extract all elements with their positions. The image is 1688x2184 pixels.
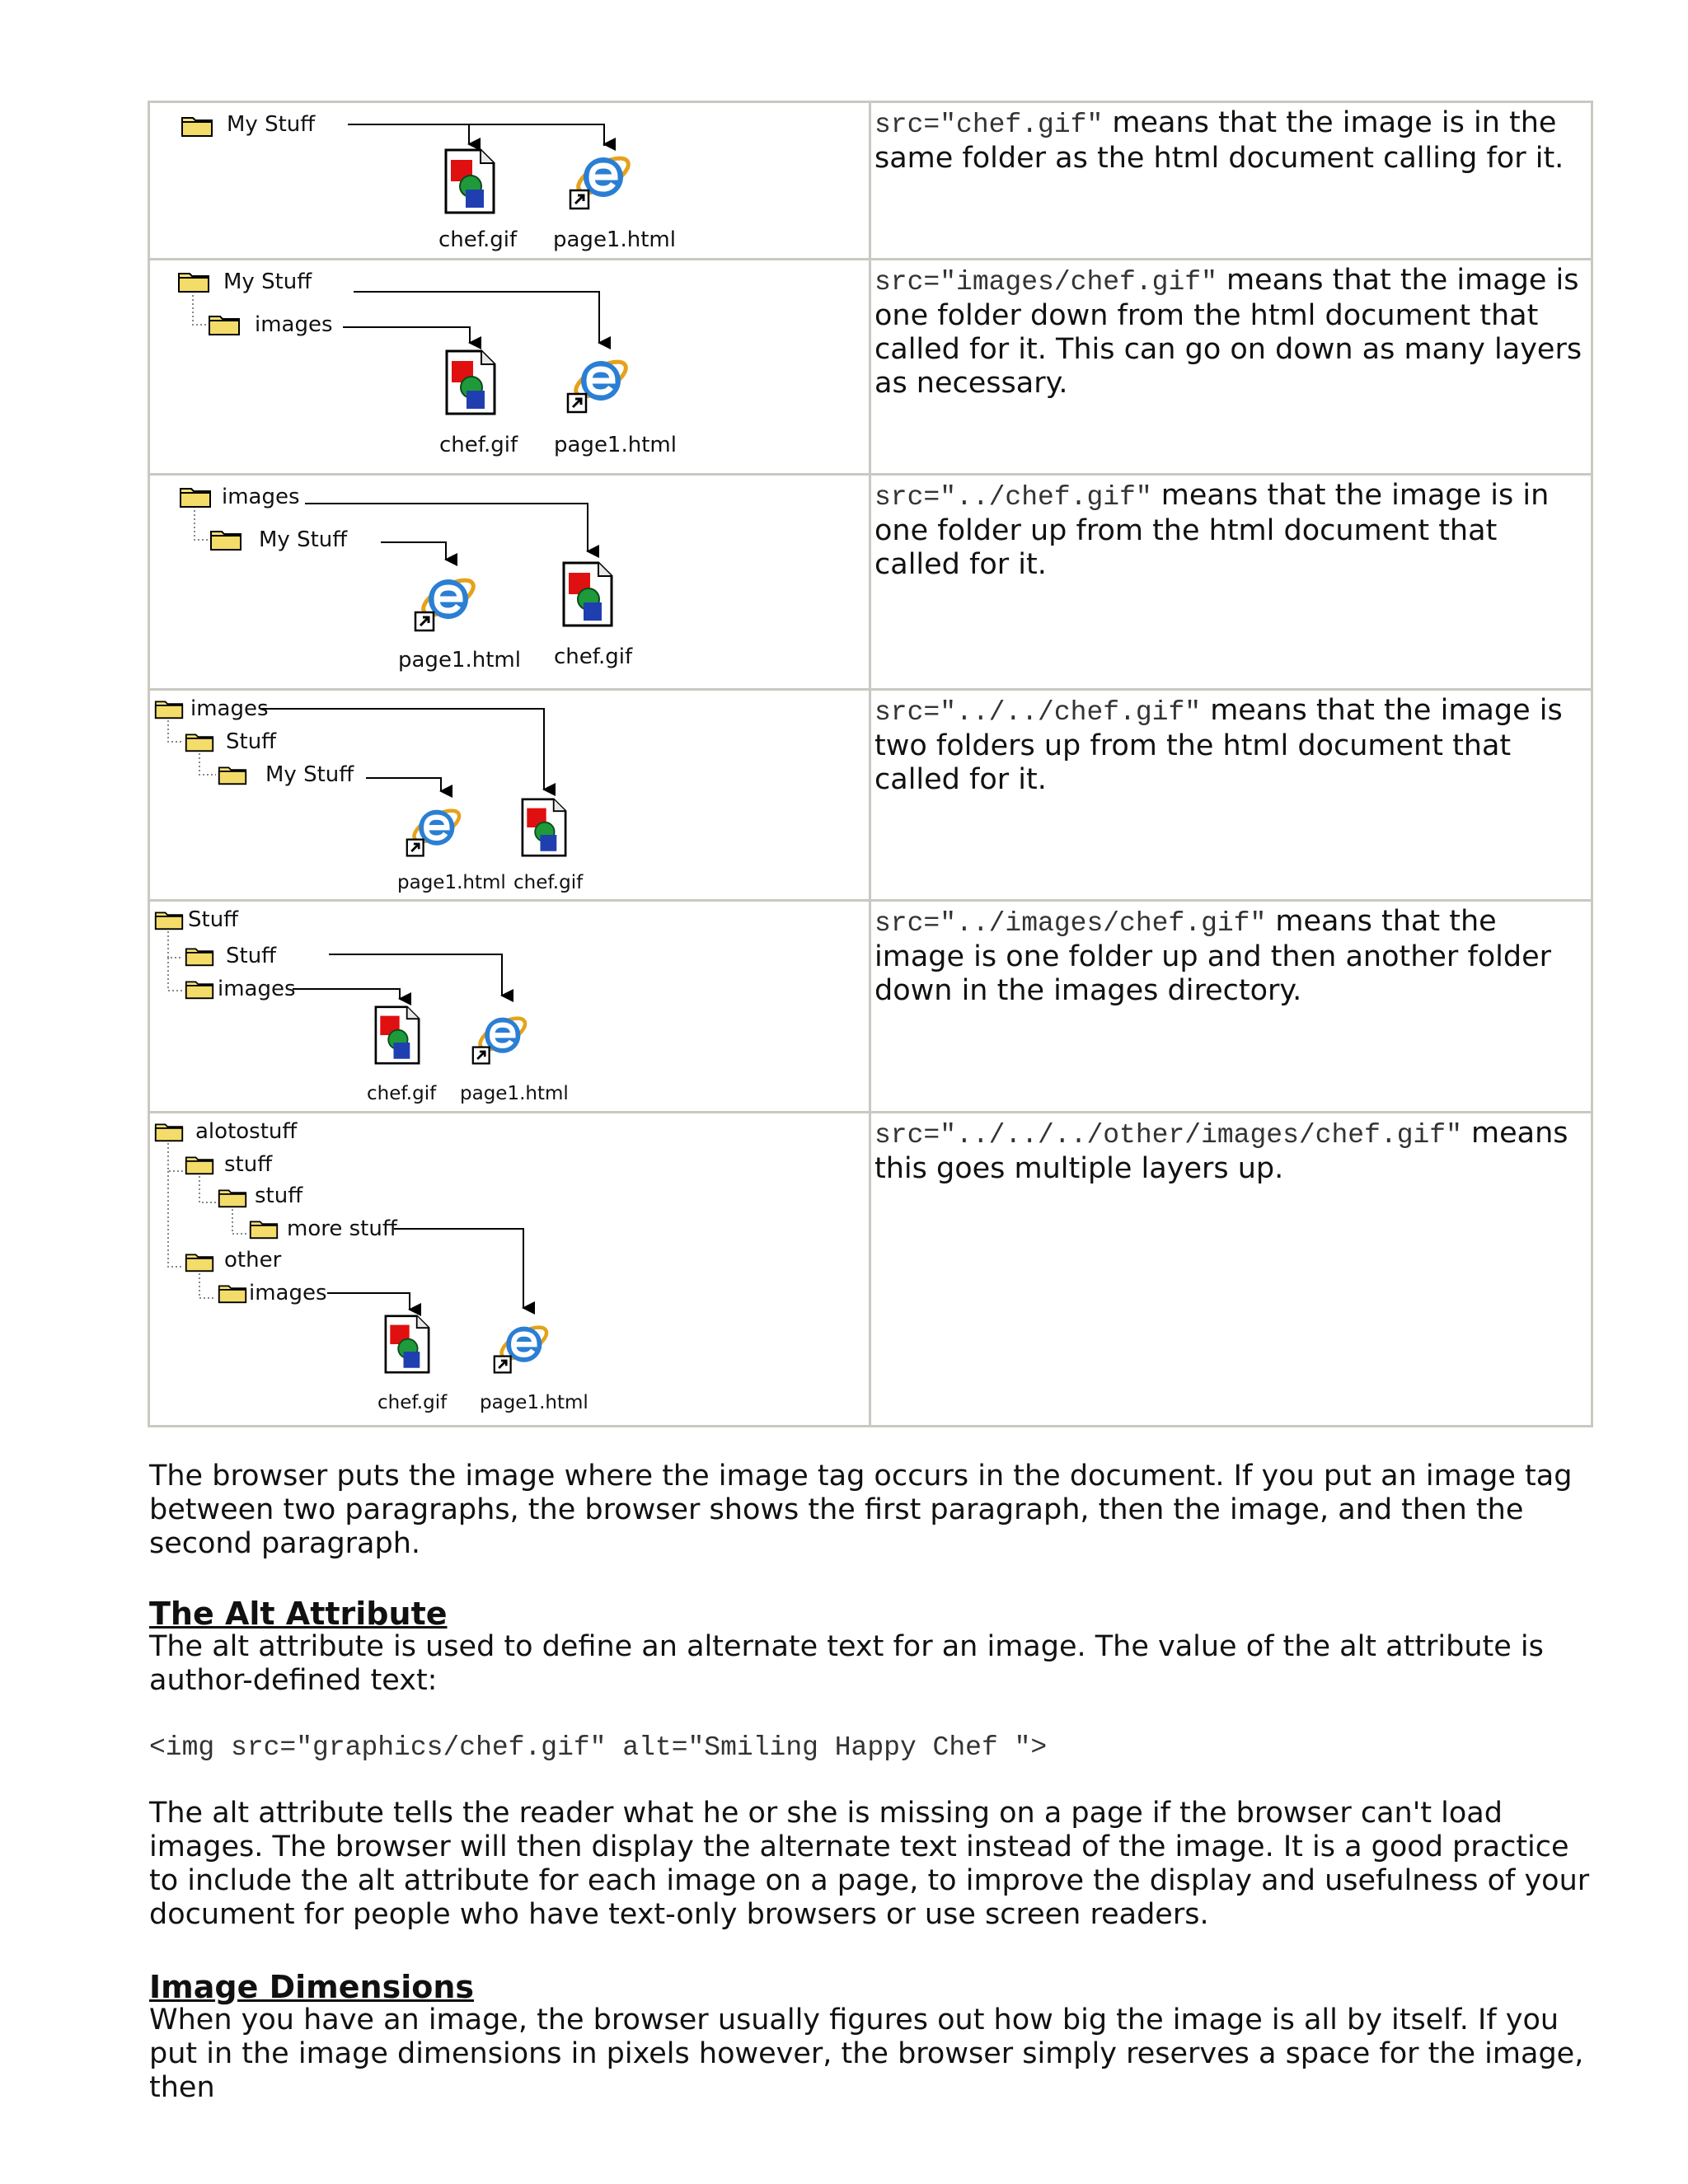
section-heading-dimensions: Image Dimensions — [149, 1969, 474, 2005]
file-label: chef.gif — [377, 1392, 448, 1413]
folder-label: stuff — [255, 1183, 303, 1208]
folder-icon — [156, 1124, 182, 1141]
body-paragraph: When you have an image, the browser usually figures out how big the image is all by itself. If you put in the image dimensions in pixels however, the browser simply reserves a space for the image, then — [149, 2004, 1584, 2104]
folder-label: My Stuff — [223, 269, 312, 295]
ie-html-file-icon — [473, 1013, 530, 1064]
diagram-cell — [149, 689, 870, 901]
folder-icon — [219, 1190, 246, 1207]
path-code: src="../images/chef.gif" — [874, 908, 1267, 940]
ie-html-file-icon — [415, 574, 478, 630]
table-row — [149, 102, 1592, 260]
folder-icon — [186, 1254, 213, 1271]
path-code: src="../../../other/images/chef.gif" — [874, 1120, 1462, 1151]
folder-label: images — [190, 696, 269, 721]
path-code: src="images/chef.gif" — [874, 267, 1217, 298]
folder-label: other — [224, 1248, 282, 1272]
ie-html-file-icon — [495, 1321, 551, 1372]
diagram-cell — [149, 1113, 870, 1427]
folder-icon — [156, 913, 182, 930]
folder-label: images — [218, 977, 296, 1002]
diagram-cell — [149, 260, 870, 475]
gif-file-icon — [564, 563, 612, 626]
ie-html-file-icon — [568, 355, 631, 412]
folder-icon — [181, 489, 210, 507]
gif-file-icon — [446, 150, 494, 213]
file-label: page1.html — [397, 871, 506, 893]
folder-icon — [179, 274, 209, 292]
file-label: chef.gif — [439, 433, 518, 458]
folder-diagram — [150, 260, 869, 475]
path-description: means that the image is one folder up and then another folder down in the images directory. — [874, 905, 1552, 1008]
folder-label: Stuff — [226, 944, 277, 969]
table-row — [149, 1113, 1592, 1427]
folder-label: images — [222, 485, 300, 510]
folder-diagram — [150, 1113, 869, 1427]
folder-diagram — [150, 902, 869, 1113]
path-code: src="chef.gif" — [874, 110, 1104, 140]
diagram-cell — [149, 102, 870, 260]
folder-label: alotostuff — [195, 1119, 298, 1144]
folder-icon — [182, 118, 212, 136]
path-description: means this goes multiple layers up. — [874, 1117, 1568, 1185]
folder-icon — [186, 734, 213, 751]
path-description: means that the image is in the same folder as the html document calling for it. — [874, 106, 1564, 175]
path-description: means that the image is one folder down from the html document that called for it. This can go on down as many layers as necessary. — [874, 264, 1582, 401]
file-label: page1.html — [480, 1392, 588, 1413]
folder-label: Stuff — [188, 907, 239, 933]
file-label: chef.gif — [513, 871, 584, 893]
gif-file-icon — [386, 1316, 429, 1372]
folder-icon — [156, 701, 182, 718]
folder-diagram — [150, 691, 869, 902]
gif-file-icon — [523, 799, 565, 855]
file-label: chef.gif — [367, 1083, 437, 1105]
folder-diagram — [150, 103, 869, 260]
code-example: <img src="graphics/chef.gif" alt="Smiling Happy Chef "> — [149, 1732, 1048, 1763]
description-cell — [870, 901, 1592, 1113]
folder-icon — [219, 1286, 246, 1302]
folder-label: My Stuff — [259, 527, 348, 553]
file-label: page1.html — [398, 648, 521, 673]
description-cell — [870, 1113, 1592, 1427]
file-label: chef.gif — [438, 227, 518, 252]
folder-label: images — [255, 312, 333, 338]
body-paragraph: The browser puts the image where the image tag occurs in the document. If you put an image tag between two paragraphs, the browser shows the first paragraph, then the image, and then the second paragraph. — [149, 1460, 1573, 1560]
path-description: means that the image is two folders up from the html document that called for it. — [874, 693, 1563, 796]
folder-label: Stuff — [226, 729, 277, 754]
folder-icon — [211, 532, 241, 550]
folder-icon — [186, 1157, 213, 1174]
body-paragraph: The alt attribute is used to define an alternate text for an image. The value of the alt attribute is author-defined text: — [149, 1630, 1544, 1697]
file-label: page1.html — [460, 1083, 569, 1105]
folder-icon — [186, 949, 213, 966]
relative-path-examples-table — [148, 101, 1593, 1427]
gif-file-icon — [376, 1007, 419, 1063]
folder-label: stuff — [224, 1152, 273, 1177]
folder-label: images — [249, 1281, 327, 1305]
table-row — [149, 689, 1592, 901]
folder-icon — [186, 982, 213, 999]
path-description: means that the image is in one folder up from the html document that called for it. — [874, 479, 1550, 582]
path-code: src="../chef.gif" — [874, 482, 1152, 513]
section-heading-alt: The Alt Attribute — [149, 1596, 448, 1632]
file-label: page1.html — [554, 433, 677, 458]
table-row — [149, 475, 1592, 690]
description-cell — [870, 102, 1592, 260]
folder-label: My Stuff — [227, 112, 316, 137]
path-code: src="../../chef.gif" — [874, 696, 1202, 728]
description-cell — [870, 260, 1592, 475]
diagram-cell — [149, 475, 870, 690]
folder-label: more stuff — [287, 1216, 397, 1241]
table-row — [149, 901, 1592, 1113]
folder-diagram — [150, 476, 869, 690]
file-label: page1.html — [553, 227, 676, 252]
ie-html-file-icon — [570, 152, 633, 209]
diagram-cell — [149, 901, 870, 1113]
folder-label: My Stuff — [265, 762, 354, 787]
table-row — [149, 260, 1592, 475]
folder-icon — [209, 316, 239, 335]
description-cell — [870, 689, 1592, 901]
file-label: chef.gif — [554, 644, 633, 670]
ie-html-file-icon — [407, 804, 464, 855]
description-cell — [870, 475, 1592, 690]
body-paragraph: The alt attribute tells the reader what he or she is missing on a page if the browser can't load images. The browser will then display the alternate text instead of the image. It is a good practice to include the alt attribute for each image on a page, to improve the display and usefulness of your document for people who have text-only browsers or use screen readers. — [149, 1797, 1590, 1931]
gif-file-icon — [447, 351, 495, 414]
folder-icon — [219, 767, 246, 784]
folder-icon — [251, 1221, 277, 1238]
